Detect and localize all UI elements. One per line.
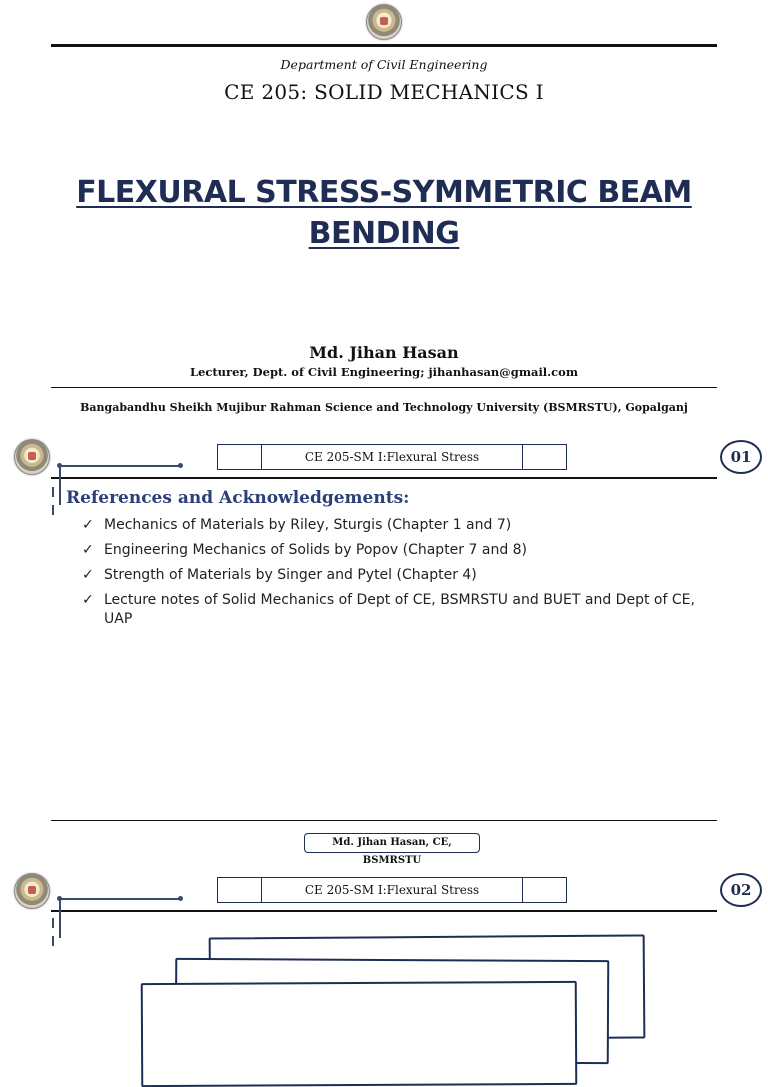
lecture-title xyxy=(60,172,708,254)
reference-text: Mechanics of Materials by Riley, Sturgis (Chapter 1 and 7) xyxy=(104,517,512,533)
slide-header-box xyxy=(217,444,567,470)
footer-author-badge: Md. Jihan Hasan, CE, BSMRSTU xyxy=(304,833,480,853)
author-affiliation: Lecturer, Dept. of Civil Engineering; jihanhasan@gmail.com xyxy=(189,365,579,379)
list-item xyxy=(82,541,702,560)
list-item xyxy=(82,516,702,535)
connector-line xyxy=(59,465,61,505)
department-name: Department of Civil Engineering xyxy=(280,57,488,72)
author-name: Md. Jihan Hasan xyxy=(309,343,459,362)
list-item xyxy=(82,591,702,629)
connector-line xyxy=(60,465,180,467)
course-title: CE 205: SOLID MECHANICS I xyxy=(224,80,544,104)
page-number-badge: 01 xyxy=(720,440,762,474)
margin-tick xyxy=(52,936,54,946)
slide-header-label: CE 205-SM I:Flexural Stress xyxy=(304,883,480,897)
connector-dot xyxy=(178,896,183,901)
margin-tick xyxy=(52,487,54,497)
reference-text: Strength of Materials by Singer and Pytel (Chapter 4) xyxy=(104,567,477,583)
stacked-sheet-front xyxy=(141,981,578,1087)
top-rule xyxy=(51,44,717,47)
lecture-title-line2: BENDING xyxy=(308,216,460,251)
mid-rule xyxy=(51,387,717,388)
connector-line xyxy=(60,898,180,900)
footer-rule xyxy=(51,820,717,821)
references-heading: References and Acknowledgements: xyxy=(66,488,410,508)
margin-tick xyxy=(52,918,54,928)
list-item xyxy=(82,566,702,585)
check-icon: ✓ xyxy=(82,542,94,558)
page-number-badge: 02 xyxy=(720,873,762,907)
university-logo xyxy=(14,439,50,475)
university-logo xyxy=(14,873,50,909)
header-rule xyxy=(51,477,717,479)
check-icon: ✓ xyxy=(82,592,94,608)
reference-text: Engineering Mechanics of Solids by Popov (Chapter 7 and 8) xyxy=(104,542,528,558)
header-rule xyxy=(51,910,717,912)
slide-header-label: CE 205-SM I:Flexural Stress xyxy=(304,450,480,464)
references-list xyxy=(82,516,702,635)
university-logo xyxy=(366,4,402,40)
slide-header-box xyxy=(217,877,567,903)
connector-dot xyxy=(178,463,183,468)
lecture-title-line1: FLEXURAL STRESS-SYMMETRIC BEAM xyxy=(76,175,692,210)
connector-line xyxy=(59,898,61,938)
reference-text: Lecture notes of Solid Mechanics of Dept of CE, BSMRSTU and BUET and Dept of CE, UAP xyxy=(104,592,695,627)
check-icon: ✓ xyxy=(82,567,94,583)
university-name: Bangabandhu Sheikh Mujibur Rahman Science and Technology University (BSMRSTU), Gopalganj xyxy=(80,401,688,414)
margin-tick xyxy=(52,505,54,515)
check-icon: ✓ xyxy=(82,517,94,533)
